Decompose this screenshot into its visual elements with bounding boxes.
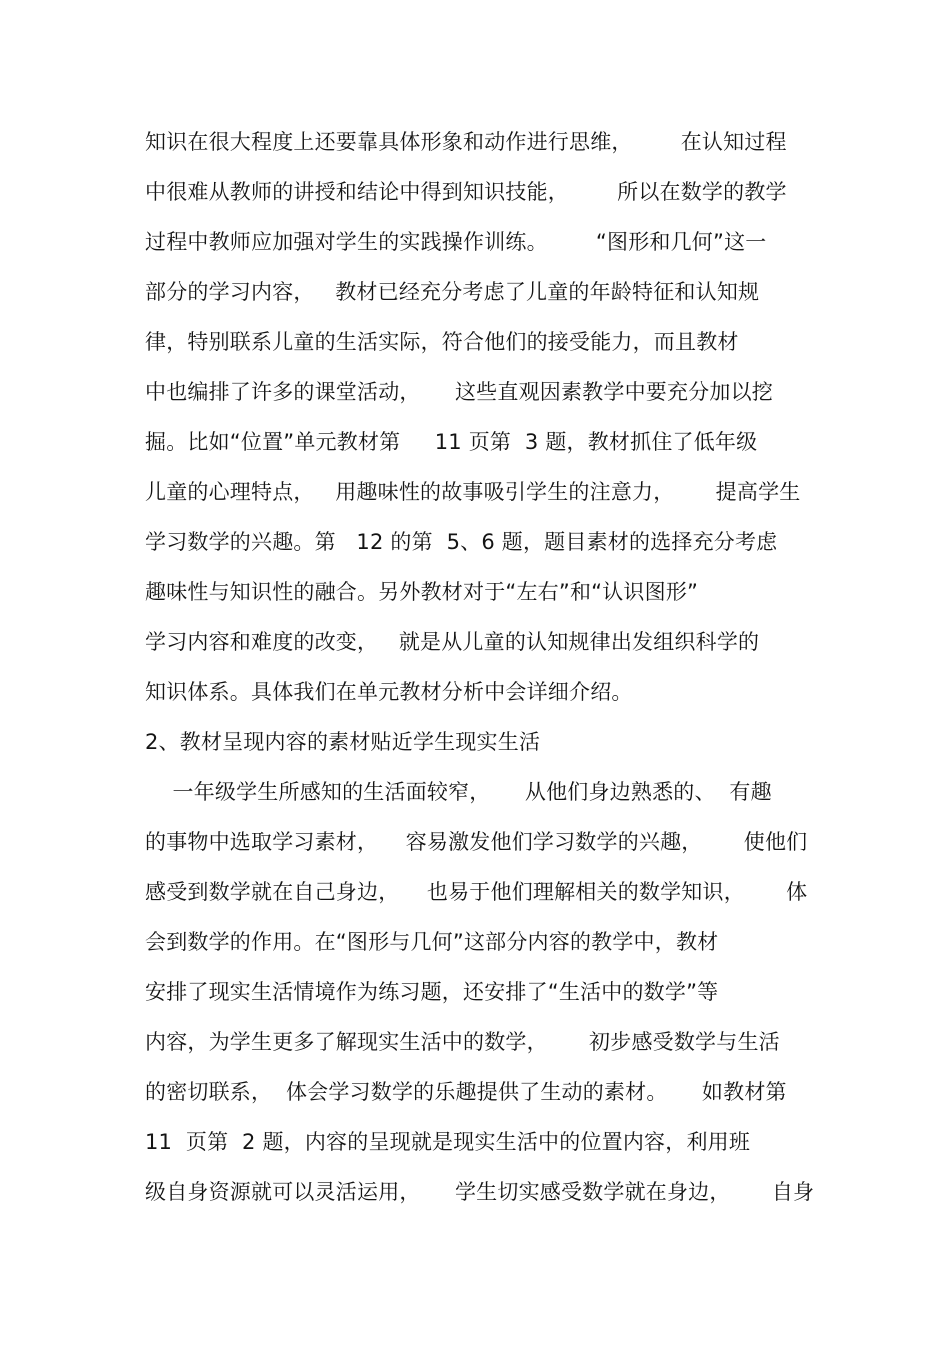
text-line: 安排了现实生活情境作为练习题，还安排了“生活中的数学”等 bbox=[145, 980, 719, 1004]
text-line: 中也编排了许多的课堂活动， 这些直观因素教学中要充分加以挖 bbox=[145, 380, 773, 404]
text-line: 知识在很大程度上还要靠具体形象和动作进行思维， 在认知过程 bbox=[145, 130, 787, 154]
text-line: 学习内容和难度的改变， 就是从儿童的认知规律出发组织科学的 bbox=[145, 630, 760, 654]
text-line: 中很难从教师的讲授和结论中得到知识技能， 所以在数学的教学 bbox=[145, 180, 787, 204]
text-line: 过程中教师应加强对学生的实践操作训练。 “图形和几何”这一 bbox=[145, 230, 767, 254]
text-line: 的事物中选取学习素材， 容易激发他们学习数学的兴趣， 使他们 bbox=[145, 830, 808, 854]
text-line: 儿童的心理特点， 用趣味性的故事吸引学生的注意力， 提高学生 bbox=[145, 480, 801, 504]
section-heading: 2、教材呈现内容的素材贴近学生现实生活 bbox=[145, 730, 541, 754]
text-line: 掘。比如“位置”单元教材第 11 页第 3 题，教材抓住了低年级 bbox=[145, 430, 758, 454]
text-line: 趣味性与知识性的融合。另外教材对于“左右”和“认识图形” bbox=[145, 580, 699, 604]
text-line: 律，特别联系儿童的生活实际，符合他们的接受能力，而且教材 bbox=[145, 330, 739, 354]
text-line: 部分的学习内容， 教材已经充分考虑了儿童的年龄特征和认知规 bbox=[145, 280, 760, 304]
text-line: 的密切联系， 体会学习数学的乐趣提供了生动的素材。 如教材第 bbox=[145, 1080, 787, 1104]
text-line: 一年级学生所感知的生活面较窄， 从他们身边熟悉的、 有趣 bbox=[145, 780, 772, 804]
text-line: 知识体系。具体我们在单元教材分析中会详细介绍。 bbox=[145, 680, 633, 704]
text-line: 内容，为学生更多了解现实生活中的数学， 初步感受数学与生活 bbox=[145, 1030, 780, 1054]
text-line: 感受到数学就在自己身边， 也易于他们理解相关的数学知识， 体 bbox=[145, 880, 808, 904]
text-line: 学习数学的兴趣。第 12 的第 5、6 题，题目素材的选择充分考虑 bbox=[145, 530, 778, 554]
text-line: 会到数学的作用。在“图形与几何”这部分内容的教学中，教材 bbox=[145, 930, 719, 954]
text-line: 级自身资源就可以灵活运用， 学生切实感受数学就在身边， 自身 bbox=[145, 1180, 815, 1204]
text-line: 11 页第 2 题，内容的呈现就是现实生活中的位置内容，利用班 bbox=[145, 1130, 751, 1154]
